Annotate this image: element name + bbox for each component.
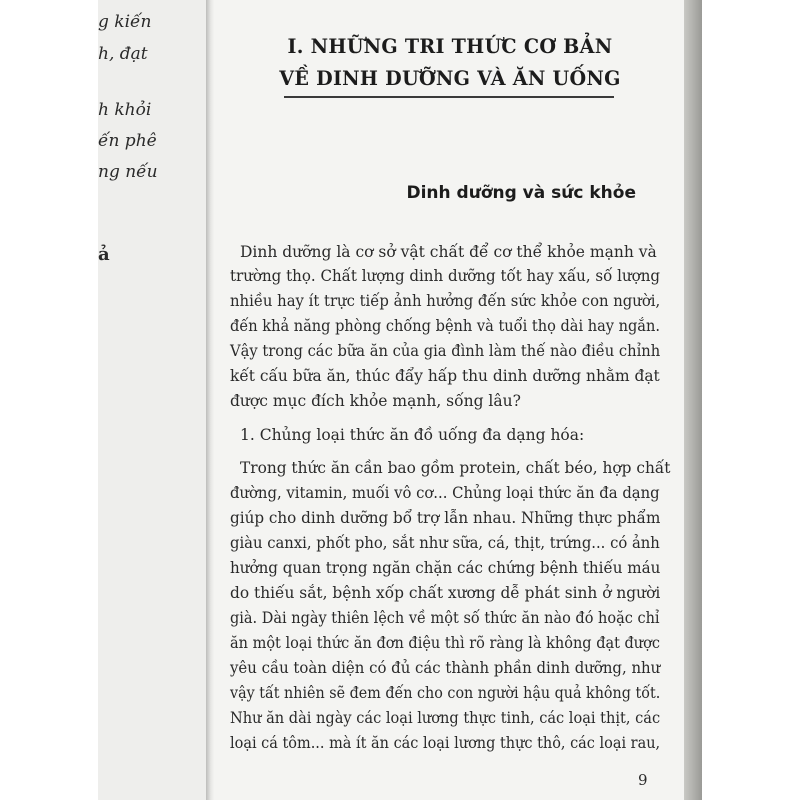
left-page-fragment: ả <box>98 244 110 265</box>
body-line: 1. Chủng loại thức ăn đồ uống đa dạng hóa: <box>240 426 585 444</box>
chapter-title-line-1: I. NHỮNG TRI THỨC CƠ BẢN <box>287 34 613 58</box>
body-line: Dinh dưỡng là cơ sở vật chất để cơ thể khỏe mạnh và <box>240 243 657 261</box>
left-page-fragment: g kiến <box>98 12 152 32</box>
body-line: loại cá tôm... mà ít ăn các loại lương thực thô, các loại rau, <box>230 734 661 752</box>
book-edge <box>684 0 702 800</box>
body-line: giàu canxi, phốt pho, sắt như sữa, cá, thịt, trứng... có ảnh <box>230 534 660 552</box>
left-page-fragment: h, đạt <box>98 44 148 64</box>
body-line: yêu cầu toàn diện có đủ các thành phần dinh dưỡng, như <box>230 659 661 677</box>
body-line: do thiếu sắt, bệnh xốp chất xương dễ phát sinh ở người <box>230 584 661 602</box>
title-underline <box>284 96 614 98</box>
body-line: đến khả năng phòng chống bệnh và tuổi thọ dài hay ngắn. <box>230 317 660 335</box>
body-line: Như ăn dài ngày các loại lương thực tinh, các loại thịt, các <box>230 709 661 727</box>
body-line: ăn một loại thức ăn đơn điệu thì rõ ràng là không đạt được <box>230 634 660 652</box>
body-line: nhiều hay ít trực tiếp ảnh hưởng đến sức khỏe con người, <box>230 292 661 310</box>
body-line: đường, vitamin, muối vô cơ... Chủng loại thức ăn đa dạng <box>230 484 660 502</box>
body-line: Vậy trong các bữa ăn của gia đình làm thế nào điều chỉnh <box>230 342 661 360</box>
chapter-title <box>230 30 670 94</box>
page-gutter <box>206 0 214 800</box>
chapter-title-line-2: VỀ DINH DƯỠNG VÀ ĂN UỐNG <box>279 66 621 90</box>
left-page-fragment: ng nếu <box>98 162 158 182</box>
body-line: già. Dài ngày thiên lệch về một số thức ăn nào đó hoặc chỉ <box>230 609 660 627</box>
body-line: được mục đích khỏe mạnh, sống lâu? <box>230 392 521 410</box>
body-line: vậy tất nhiên sẽ đem đến cho con người hậu quả không tốt. <box>230 684 661 702</box>
body-line: giúp cho dinh dưỡng bổ trợ lẫn nhau. Những thực phẩm <box>230 509 661 527</box>
body-line: trường thọ. Chất lượng dinh dưỡng tốt hay xấu, số lượng <box>230 267 661 285</box>
left-page-fragment: ến phê <box>98 131 157 151</box>
body-line: Trong thức ăn cần bao gồm protein, chất béo, hợp chất <box>240 459 671 477</box>
body-line: hưởng quan trọng ngăn chặn các chứng bệnh thiếu máu <box>230 559 661 577</box>
left-page <box>98 0 208 800</box>
section-heading: Dinh dưỡng và sức khỏe <box>406 183 636 203</box>
body-line: kết cấu bữa ăn, thúc đẩy hấp thu dinh dưỡng nhằm đạt <box>230 367 660 385</box>
page-number: 9 <box>638 771 648 789</box>
left-page-fragment: h khỏi <box>98 100 152 120</box>
